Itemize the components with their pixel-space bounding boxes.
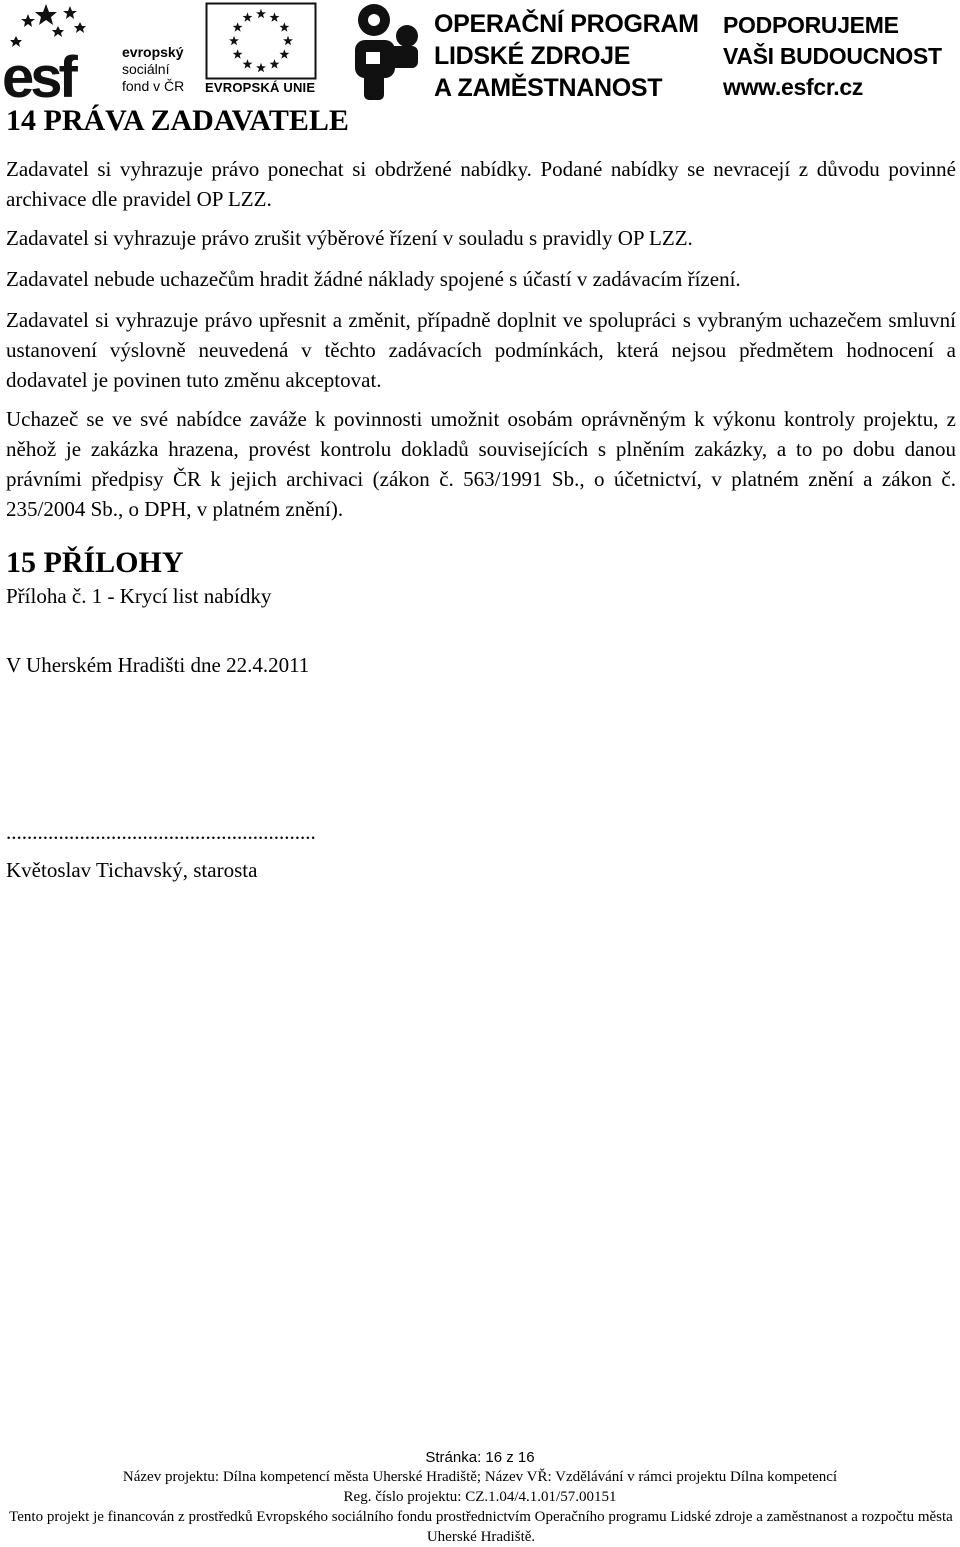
slogan-line-2: VAŠI BUDOUCNOST	[723, 43, 942, 69]
eu-flag-icon	[205, 2, 317, 80]
esf-line-1: evropský	[122, 44, 184, 60]
paragraph-archive: Zadavatel si vyhrazuje právo ponechat si obdržené nabídky. Podané nabídky se nevracejí z důvodu povinné archivace dle pravidel OP LZZ.	[6, 157, 956, 211]
esf-line-3: fond v ČR	[122, 78, 185, 94]
attachment-item: Příloha č. 1 - Krycí list nabídky	[6, 584, 272, 608]
star-icon	[35, 4, 57, 25]
place-date: V Uherském Hradišti dne 22.4.2011	[6, 653, 310, 677]
paragraph-inspection: Uchazeč se ve své nabídce zaváže k povinnosti umožnit osobám oprávněným k výkonu kontroly projektu, z něhož je zakázka hrazena, provést kontrolu dokladů souvisejících s plněním zakázky, a to po dobu danou právními předpisy ČR k jejich archivaci (zákon č. 563/1991 Sb., o účetnictví, v platném znění a zákon č. 235/2004 Sb., o DPH, v platném znění).	[6, 407, 956, 521]
paragraph-cancel: Zadavatel si vyhrazuje právo zrušit výběrové řízení v souladu s pravidly OP LZZ.	[6, 226, 693, 250]
eu-logo-label: EVROPSKÁ UNIE	[205, 80, 316, 95]
op-lzz-figure-icon	[352, 2, 427, 100]
op-line-3: A ZAMĚSTNANOST	[434, 74, 663, 102]
esf-line-2: sociální	[122, 61, 170, 77]
logo-header	[0, 0, 960, 100]
star-icon	[74, 22, 86, 33]
star-icon	[21, 14, 35, 27]
esf-website: www.esfcr.cz	[723, 74, 864, 100]
paragraph-contract-changes: Zadavatel si vyhrazuje právo upřesnit a změnit, případně doplnit ve spolupráci s vybraným uchazečem smluvní ustanovení výslovně neuvedená v těchto zadávacích podmínkách, která nejsou předmětem hodnocení a dodavatel je povinen tuto změnu akceptovat.	[6, 308, 956, 392]
op-lzz-logo-text	[434, 8, 699, 104]
star-icon	[52, 26, 64, 37]
footer-registration-number: Reg. číslo projektu: CZ.1.04/4.1.01/57.00151	[343, 1489, 617, 1505]
support-slogan	[723, 10, 942, 103]
page-number: Stránka: 16 z 16	[425, 1449, 535, 1466]
signature-line: ...........................................................	[6, 820, 316, 844]
footer-funding-note: Tento projekt je financován z prostředků Evropského sociálního fondu prostřednictvím Operačního programu Lidské zdroje a zaměstnanost a rozpočtu města Uherské Hradiště.	[9, 1509, 953, 1545]
section-14-heading: 14 PRÁVA ZADAVATELE	[6, 104, 349, 137]
signatory-name: Květoslav Tichavský, starosta	[6, 858, 258, 882]
esf-mark: esf	[2, 45, 74, 100]
footer-project-name: Název projektu: Dílna kompetencí města Uherské Hradiště; Název VŘ: Vzdělávání v rámci projektu Dílna kompetencí	[122, 1469, 838, 1485]
paragraph-costs: Zadavatel nebude uchazečům hradit žádné náklady spojené s účastí v zadávacím řízení.	[6, 267, 741, 291]
star-icon	[63, 6, 77, 19]
esf-logo-text	[122, 44, 184, 95]
esf-logo	[2, 2, 114, 100]
slogan-line-1: PODPORUJEME	[723, 12, 899, 38]
section-15-heading: 15 PŘÍLOHY	[6, 546, 184, 579]
op-line-2: LIDSKÉ ZDROJE	[434, 42, 631, 70]
op-line-1: OPERAČNÍ PROGRAM	[434, 10, 699, 38]
